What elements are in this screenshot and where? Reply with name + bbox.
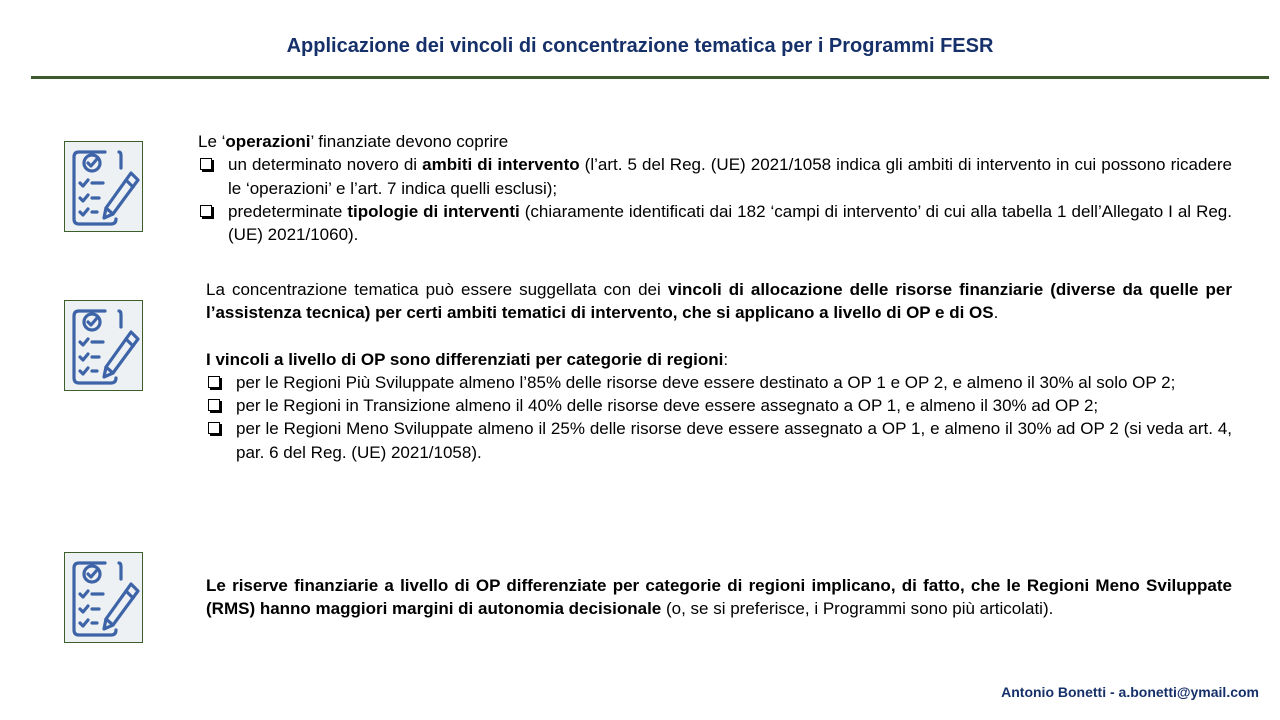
allocation-constraints-paragraph: La concentrazione tematica può essere suggellata con dei vincoli di allocazione delle risorse finanziarie (diverse da quelle per l’assistenza tecnica) per certi ambiti tematici di intervento, che si applicano a livello di OP e di OS. — [206, 280, 1232, 323]
operations-section — [198, 130, 1232, 246]
operations-intro: Le ‘operazioni’ finanziate devono coprire — [198, 132, 509, 151]
title-divider — [31, 76, 1269, 79]
list-item: un determinato novero di ambiti di intervento (l’art. 5 del Reg. (UE) 2021/1058 indica gli ambiti di intervento in cui possono ricadere le ‘operazioni’ e l’art. 7 indica quelli esclusi); — [198, 153, 1232, 200]
op-constraints-heading: I vincoli a livello di OP sono differenziati per categorie di regioni: — [206, 349, 729, 369]
list-item: per le Regioni Più Sviluppate almeno l’85% delle risorse deve essere destinato a OP 1 e OP 2, e almeno il 30% al solo OP 2; — [206, 371, 1232, 394]
thematic-concentration-section — [206, 278, 1232, 464]
checklist-pencil-icon — [64, 141, 143, 232]
list-item: per le Regioni Meno Sviluppate almeno il 25% delle risorse deve essere assegnato a OP 1, e almeno il 30% ad OP 2 (si veda art. 4, par. 6 del Reg. (UE) 2021/1058). — [206, 417, 1232, 464]
financial-reserves-paragraph: Le riserve finanziarie a livello di OP differenziate per categorie di regioni implicano, di fatto, che le Regioni Meno Sviluppate (RMS) hanno maggiori margini di autonomia decisionale (o, se si preferisce, i Programmi sono più articolati). — [206, 576, 1232, 619]
page-title: Applicazione dei vincoli di concentrazione tematica per i Programmi FESR — [286, 35, 994, 57]
checkbox-bullet-icon — [208, 399, 220, 411]
checklist-pencil-icon — [64, 300, 143, 391]
author-footer: Antonio Bonetti - a.bonetti@ymail.com — [1001, 684, 1259, 700]
checkbox-bullet-icon — [208, 422, 220, 434]
checkbox-bullet-icon — [200, 158, 212, 170]
checklist-pencil-icon — [64, 552, 143, 643]
list-item: per le Regioni in Transizione almeno il 40% delle risorse deve essere assegnato a OP 1, e almeno il 30% ad OP 2; — [206, 394, 1232, 417]
list-item: predeterminate tipologie di interventi (chiaramente identificati dai 182 ‘campi di intervento’ di cui alla tabella 1 dell’Allegato I al Reg. (UE) 2021/1060). — [198, 200, 1232, 247]
checkbox-bullet-icon — [208, 376, 220, 388]
checkbox-bullet-icon — [200, 205, 212, 217]
